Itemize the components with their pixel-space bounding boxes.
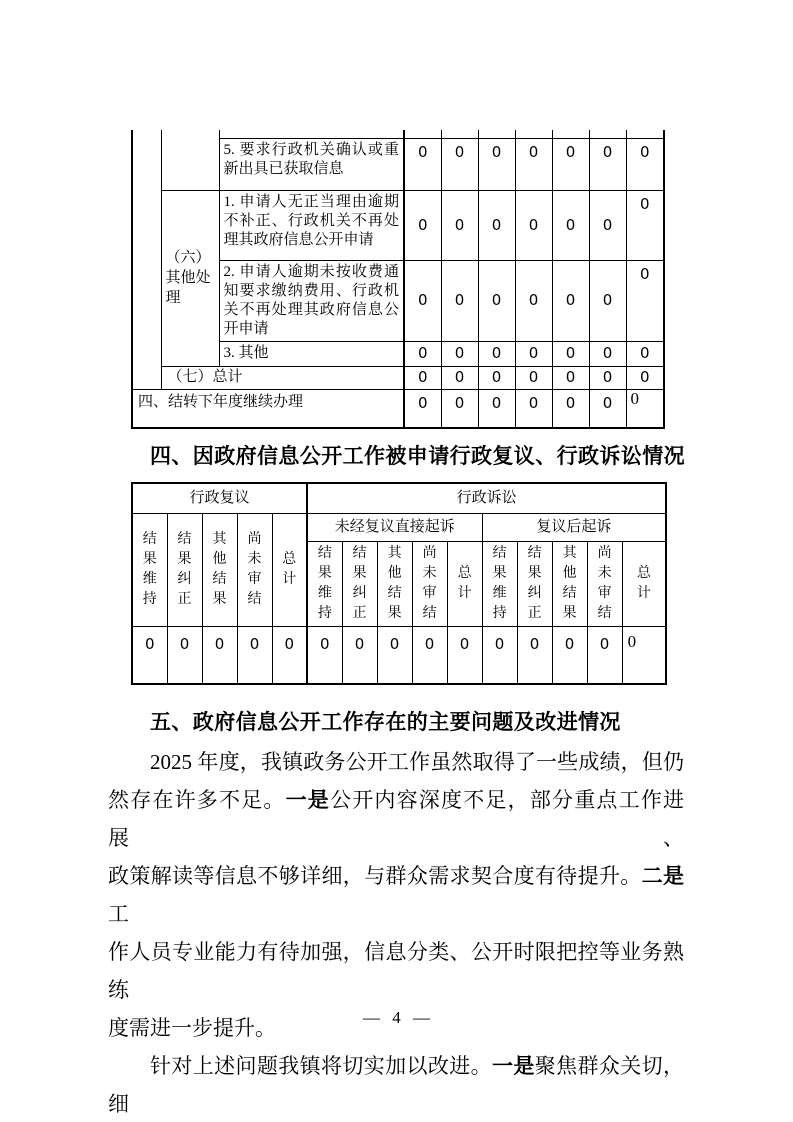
value-cell: 0 bbox=[478, 389, 515, 428]
other-handling-table bbox=[131, 130, 665, 429]
outcome-col-header: 总计 bbox=[272, 513, 307, 626]
litigation-header: 行政诉讼 bbox=[307, 483, 666, 513]
body-text bbox=[108, 743, 684, 1122]
table-row bbox=[132, 483, 666, 513]
value-cell: 0 bbox=[515, 389, 552, 428]
value-cell: 0 bbox=[377, 626, 412, 684]
paragraph-line: 作人员专业能力有待加强，信息分类、公开时限把控等业务熟练 bbox=[108, 940, 684, 1002]
value-cell: 0 bbox=[202, 626, 237, 684]
outcome-col-header: 其他结果 bbox=[377, 541, 412, 626]
value-cell: 0 bbox=[552, 138, 589, 190]
value-cell: 0 bbox=[622, 626, 666, 684]
after-review-suit-header: 复议后起诉 bbox=[482, 513, 666, 541]
value-cell: 0 bbox=[552, 366, 589, 389]
value-cell: 0 bbox=[517, 626, 552, 684]
table-row bbox=[132, 130, 664, 138]
section-5-heading: 五、政府信息公开工作存在的主要问题及改进情况 bbox=[150, 711, 621, 734]
page-break-sliver bbox=[219, 130, 404, 138]
outcome-col-header: 结果纠正 bbox=[167, 513, 202, 626]
value-cell: 0 bbox=[478, 190, 515, 260]
row-label: 5. 要求行政机关确认或重新出具已获取信息 bbox=[219, 138, 404, 190]
value-cell: 0 bbox=[515, 260, 552, 341]
value-cell: 0 bbox=[515, 138, 552, 190]
review-header: 行政复议 bbox=[132, 483, 307, 513]
outcome-col-header: 结果维持 bbox=[132, 513, 167, 626]
value-cell: 0 bbox=[626, 190, 664, 260]
outcome-col-header: 结果纠正 bbox=[342, 541, 377, 626]
value-cell: 0 bbox=[589, 341, 626, 366]
direct-suit-header: 未经复议直接起诉 bbox=[307, 513, 482, 541]
value-cell: 0 bbox=[272, 626, 307, 684]
table-row bbox=[132, 190, 664, 260]
value-cell: 0 bbox=[626, 366, 664, 389]
value-cell: 0 bbox=[404, 366, 441, 389]
value-cell: 0 bbox=[589, 138, 626, 190]
value-cell: 0 bbox=[237, 626, 272, 684]
value-cell: 0 bbox=[626, 389, 664, 428]
value-cell: 0 bbox=[441, 366, 478, 389]
value-cell: 0 bbox=[589, 366, 626, 389]
table-row bbox=[132, 389, 664, 428]
value-cell: 0 bbox=[589, 389, 626, 428]
value-cell: 0 bbox=[342, 626, 377, 684]
value-cell: 0 bbox=[552, 190, 589, 260]
paragraph-line: 度需进一步提升。 bbox=[108, 1016, 276, 1040]
value-cell: 0 bbox=[441, 138, 478, 190]
value-cell: 0 bbox=[515, 341, 552, 366]
value-cell: 0 bbox=[515, 366, 552, 389]
value-cell: 0 bbox=[167, 626, 202, 684]
value-cell: 0 bbox=[478, 260, 515, 341]
value-cell: 0 bbox=[552, 341, 589, 366]
paragraph-line: 针对上述问题我镇将切实加以改进。一是聚焦群众关切，细 bbox=[108, 1054, 684, 1116]
outcome-col-header: 总计 bbox=[447, 541, 482, 626]
carryover-row-label: 四、结转下年度继续办理 bbox=[132, 389, 404, 428]
value-cell: 0 bbox=[404, 341, 441, 366]
value-cell: 0 bbox=[589, 260, 626, 341]
outcome-col-header: 结果维持 bbox=[482, 541, 517, 626]
value-cell: 0 bbox=[441, 341, 478, 366]
paragraph-line: 然存在许多不足。一是公开内容深度不足，部分重点工作进展、 bbox=[108, 788, 685, 850]
left-margin-cell bbox=[132, 130, 161, 389]
outcome-col-header: 尚未审结 bbox=[237, 513, 272, 626]
outcome-col-header: 尚未审结 bbox=[587, 541, 622, 626]
value-cell: 0 bbox=[412, 626, 447, 684]
outcome-col-header: 总计 bbox=[622, 541, 666, 626]
value-cell: 0 bbox=[404, 260, 441, 341]
group-label: （六）其他处理 bbox=[161, 190, 219, 366]
page-number: — 4 — bbox=[363, 1008, 430, 1027]
row-label: 1. 申请人无正当理由逾期不补正、行政机关不再处理其政府信息公开申请 bbox=[219, 190, 404, 260]
review-litigation-table bbox=[131, 482, 667, 685]
value-cell: 0 bbox=[552, 626, 587, 684]
outcome-col-header: 其他结果 bbox=[202, 513, 237, 626]
value-cell: 0 bbox=[626, 260, 664, 341]
paragraph-line: 2025 年度，我镇政务公开工作虽然取得了一些成绩，但仍 bbox=[150, 750, 684, 774]
value-cell: 0 bbox=[404, 190, 441, 260]
value-cell: 0 bbox=[626, 341, 664, 366]
value-cell: 0 bbox=[482, 626, 517, 684]
value-cell: 0 bbox=[132, 626, 167, 684]
table-row bbox=[132, 626, 666, 684]
table-row bbox=[132, 366, 664, 389]
outcome-col-header: 尚未审结 bbox=[412, 541, 447, 626]
value-cell: 0 bbox=[404, 138, 441, 190]
value-cell: 0 bbox=[589, 190, 626, 260]
outcome-col-header: 结果维持 bbox=[307, 541, 342, 626]
value-cell: 0 bbox=[478, 138, 515, 190]
row-label: 3. 其他 bbox=[219, 341, 404, 366]
value-cell: 0 bbox=[441, 260, 478, 341]
value-cell: 0 bbox=[441, 190, 478, 260]
value-cell: 0 bbox=[307, 626, 342, 684]
value-cell: 0 bbox=[447, 626, 482, 684]
outcome-col-header: 结果纠正 bbox=[517, 541, 552, 626]
total-row-label: （七）总计 bbox=[161, 366, 404, 389]
value-cell: 0 bbox=[587, 626, 622, 684]
value-cell: 0 bbox=[404, 389, 441, 428]
paragraph-line: 政策解读等信息不够详细，与群众需求契合度有待提升。二是工 bbox=[108, 864, 685, 926]
value-cell: 0 bbox=[441, 389, 478, 428]
value-cell: 0 bbox=[478, 366, 515, 389]
value-cell: 0 bbox=[552, 260, 589, 341]
section-4-heading: 四、因政府信息公开工作被申请行政复议、行政诉讼情况 bbox=[150, 445, 685, 468]
outcome-col-header: 其他结果 bbox=[552, 541, 587, 626]
table-row bbox=[132, 513, 666, 541]
value-cell: 0 bbox=[626, 138, 664, 190]
value-cell: 0 bbox=[478, 341, 515, 366]
prev-group-cell bbox=[161, 130, 219, 190]
value-cell: 0 bbox=[552, 389, 589, 428]
row-label: 2. 申请人逾期未按收费通知要求缴纳费用、行政机关不再处理其政府信息公开申请 bbox=[219, 260, 404, 341]
value-cell: 0 bbox=[515, 190, 552, 260]
